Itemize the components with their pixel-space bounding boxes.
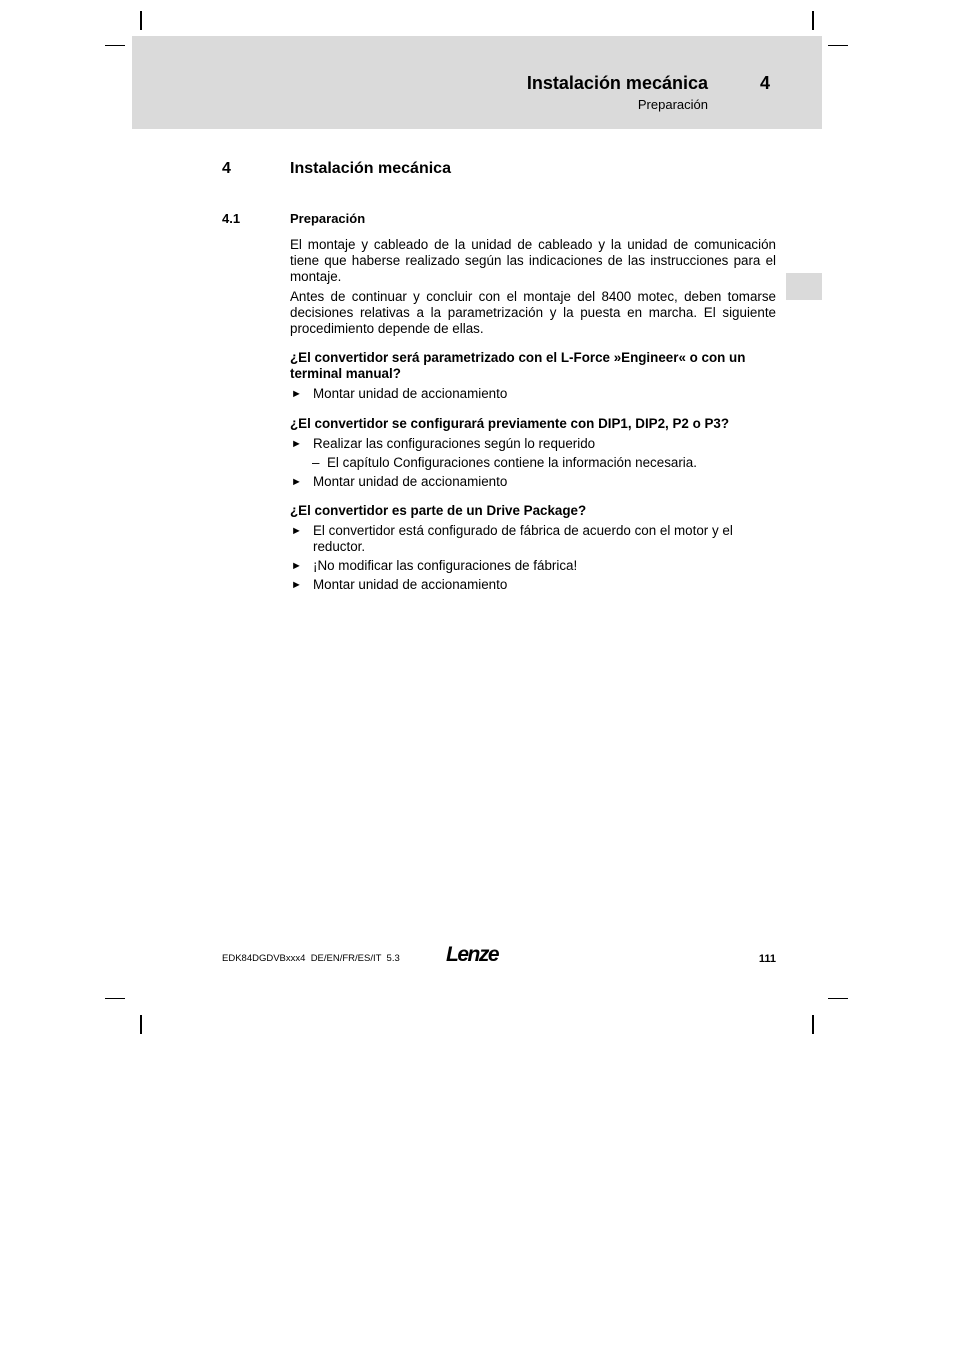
header-chapter-number: 4 [760,73,771,93]
list-item: ► Montar unidad de accionamiento [291,474,508,489]
page-number: 111 [758,953,776,965]
list-item: ► Realizar las configuraciones según lo requerido [291,436,596,451]
subsection-number: 4.1 [222,211,241,226]
crop-mark [105,998,125,999]
crop-mark [105,45,125,46]
subsection-title: Preparación [290,211,366,226]
crop-mark [812,1015,814,1034]
sub-list-item: – El capítulo Configuraciones contiene la información necesaria. [312,455,697,470]
header-title: Instalación mecánica [526,73,708,93]
list-item: ► Montar unidad de accionamiento [291,386,508,401]
arrow-bullet-icon: ► [291,579,302,591]
section-number: 4 [222,160,231,177]
crop-mark [140,11,142,30]
document-code: EDK84DGDVBxxx4 DE/EN/FR/ES/IT 5.3 [222,953,400,964]
question-heading: ¿El convertidor será parametrizado con el L-Force »Engineer« o con un terminal manual? [290,350,746,381]
list-item: ► El convertidor está configurado de fábrica de acuerdo con el motor y el reductor. [291,523,733,554]
paragraph: Antes de continuar y concluir con el montaje del 8400 motec, deben tomarse decisiones relativas a la parametrización y la puesta en marcha. El siguiente procedimiento depende de ellas. [290,289,776,336]
arrow-bullet-icon: ► [291,388,302,400]
header-subtitle: Preparación [637,97,708,112]
question-heading: ¿El convertidor es parte de un Drive Package? [290,503,587,518]
crop-mark [828,998,848,999]
section-title: Instalación mecánica [290,160,451,177]
arrow-bullet-icon: ► [291,476,302,488]
arrow-bullet-icon: ► [291,438,302,450]
arrow-bullet-icon: ► [291,525,302,537]
crop-mark [828,45,848,46]
arrow-bullet-icon: ► [291,560,302,572]
dash-bullet-icon: – [312,455,320,470]
lenze-logo: Lenze [446,943,499,966]
paragraph: El montaje y cableado de la unidad de cableado y la unidad de comunicación tiene que haberse realizado según las indicaciones de las instrucciones para el montaje. [290,237,776,284]
chapter-tab-marker [786,273,822,300]
list-item: ► ¡No modificar las configuraciones de fábrica! [291,558,578,573]
body-text [290,237,776,596]
list-item: ► Montar unidad de accionamiento [291,577,508,592]
crop-mark [140,1015,142,1034]
crop-mark [812,11,814,30]
question-heading: ¿El convertidor se configurará previamente con DIP1, DIP2, P2 o P3? [290,416,730,431]
